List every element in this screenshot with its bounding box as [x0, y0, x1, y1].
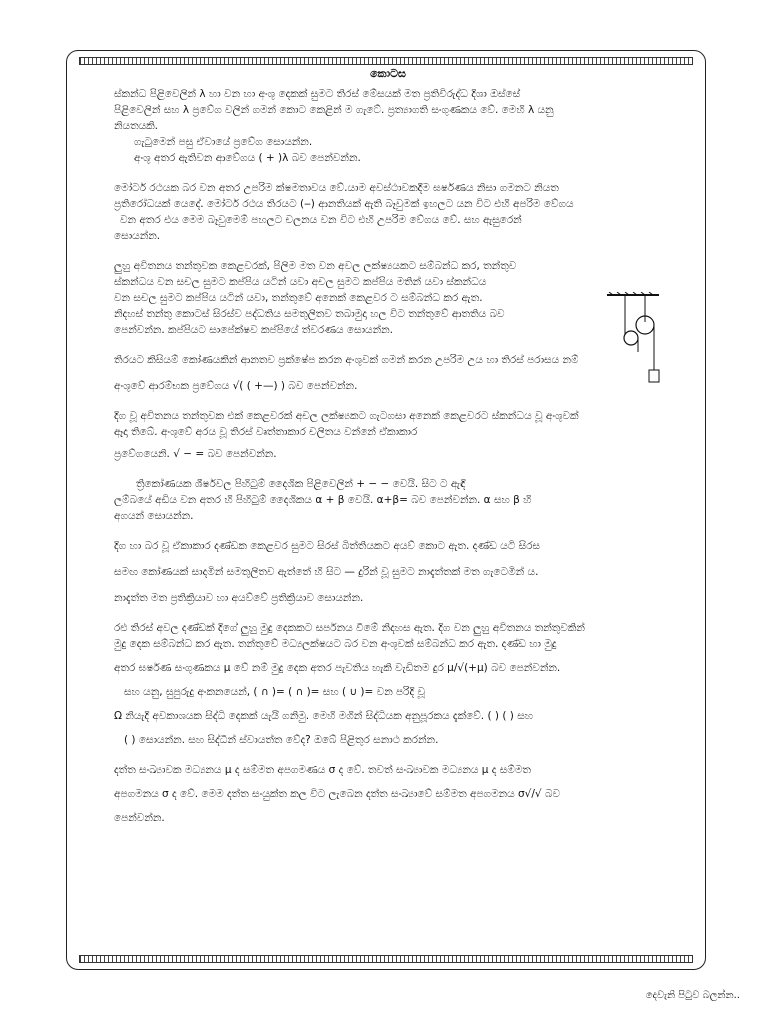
- q1-line-2: පිළිවෙලින් සහ λ ප්‍රවේග වලින් ගමන් කොට කෙළින් ම ගැටේ. ප්‍රත්‍යාගති සංගුණකය වේ. මෙහි λ යනු: [114, 104, 554, 116]
- q5-line-3: ප්‍රවේගයෙනි. √ − = බව පෙන්වන්න.: [114, 448, 277, 460]
- q3-line-4: නිදහස් තන්තු කොටස් සිරස්ව පද්ධතිය සමතුලිතව තබාමුදා හල විට තන්තුවේ ආතතිය බව: [114, 308, 505, 320]
- question-7: [114, 538, 662, 606]
- question-10: [114, 762, 662, 826]
- document-body: [114, 66, 662, 826]
- q7-line-1: දිග හා බර වූ ඒකාකාර දණ්ඩක කෙළවර සුමට සිරස් බිත්තියකට අයව් කොට ඇත. දණ්ඩ යටි සිරස: [114, 540, 541, 552]
- q2-line-1: මෝටර් රථයක බර වන අතර උපරිම ක්ෂමතාවය වේ.යාම අවස්ථාවකදීම ඝර්ෂණය නිසා ගමනට නියත: [114, 182, 559, 194]
- q3-line-5: පෙන්වන්න. කප්පියට සාපේක්ෂව කප්පියේ ත්වරණය සොයන්න.: [114, 324, 393, 336]
- q9-line-2: Ω නියැදි අවකාශයක සිද්ධි දෙකක් යැයි ගනිමු. මෙහි මගින් සිද්ධියක අනුපූරකය දැක්වේ. ( ) ( ) සහ: [114, 710, 534, 722]
- question-6: [114, 476, 662, 524]
- footer-next-page-note: දෙවැනි පිටුව බලන්න..: [645, 990, 740, 1001]
- q6-line-1: ත්‍රිකෝණයක ශීර්ෂවල පිහිටුම් දෛශික පිළිවෙලින් + − − වෙයි. සිට ට ඇඳි: [136, 478, 466, 490]
- question-9: [114, 684, 662, 748]
- q6-line-2: ලම්බයේ අඩිය වන අතර හි පිහිටුම් දෛශිකය α + β වෙයි. α+β= බව පෙන්වන්න. α සහ β හි: [114, 494, 532, 506]
- q1-line-3: නියතයකි.: [114, 120, 159, 132]
- question-8: [114, 620, 662, 676]
- q10-line-1: දත්ත සංඛ්‍යාවක මධ්‍යනය μ ද සම්මත අපගමණය σ ද වේ. තවත් සංඛ්‍යාවක මධ්‍යනය μ ද සම්මත: [114, 764, 531, 776]
- q9-line-3: ( ) සොයන්න. සහ සිද්ධීන් ස්වායත්ත වේද? ඔබේ පිළිතුර සනාථ කරන්න.: [124, 734, 439, 746]
- question-4: [114, 352, 662, 394]
- q8-line-1: රළු තිරස් අවල දණ්ඩක් දිගේ ලුහු මුදු දෙකකට සර්පනය වීමේ නිදහස ඇත. දිග වන ලුහු අවිතනය තන්තුවකින්: [114, 622, 585, 634]
- question-2: [114, 180, 662, 244]
- q3-line-2: ස්කන්ධය වන සචල සුමට කප්පිය යටින් යවා අචල සුමට කප්පිය මතින් යවා ස්කන්ධය: [114, 276, 487, 288]
- q10-line-2: අපගමනය σ ද වේ. මෙම දත්ත සංයුක්ත කල විට ලැබෙන දත්ත සංඛ්‍යාවේ සම්මත අපගමනය σ√/√ බව: [114, 788, 560, 800]
- q1-line-4: ගැටුමෙන් පසු ඒවායේ ප්‍රවේග සොයන්න.: [134, 136, 313, 148]
- q6-line-3: අගයන් සොයන්න.: [114, 510, 194, 522]
- section-title: කොටස: [370, 67, 406, 80]
- question-1: [114, 86, 662, 166]
- q4-line-2: අංශුවේ ආරම්භක ප්‍රවේගය √( ( +—) ) බව පෙන්වන්න.: [114, 380, 358, 392]
- q7-line-3: නාදැත්ත මත ප්‍රතික්‍රියාව හා අයව්වේ ප්‍රතික්‍රියාව සොයන්න.: [114, 592, 364, 604]
- q3-line-1: ලුහු අවිතනය තන්තුවක කෙළවරක්, පිලිම මත වන අවල ලක්ෂ්‍යයකට සම්බන්ධ කර, තන්තුව: [114, 260, 517, 272]
- q2-line-3: වන අතර එය මෙම බෑවුමෙම් පහලට චලනය වන විට එහි උපරිම වේගය වේ. සහ ඇසුරෙන්: [120, 214, 522, 226]
- q8-line-2: මුදු දෙක සම්බන්ධ කර ඇත. තන්තුවේ මධ්‍යලක්ෂයට බර වන අංශුවක් සම්බන්ධ කර ඇත. දණ්ඩ හා මුදු: [114, 638, 557, 650]
- q9-line-1: සහ යනු, සුපුරුදු අංකනයෙන්, ( ∩ )= ( ∩ )= සහ ( ∪ )= වන පරිදි වූ: [124, 686, 426, 698]
- bottom-hatch-border: [79, 955, 693, 963]
- q4-line-1: තිරයට කිසියම් කෝණයකින් ආනතව ප්‍රක්ෂේප කරන අංශුවක් ගමන් කරන උපරිම උය හා තිරස් පරාසය නම්: [114, 354, 579, 366]
- q5-line-1: දිග වූ අවිතනය තන්තුවක එක් කෙළවරක් අචල ලක්ෂ්‍යකට ගැටගසා අනෙක් කෙළවරට ස්කන්ධය වූ අංශුවක්: [114, 410, 579, 422]
- q1-line-1: ස්කන්ධ පිළිවෙලින් λ හා වන හා අංශු දෙකක් සුමට තිරස් මේසයක් මත ප්‍රතිවිරුද්ධ දිශා ඔස්සේ: [114, 88, 521, 100]
- q8-line-3: අතර ඝර්ෂණ සංගුණකය μ වේ නම් මුදු දෙක අතර පැවතිය හැකි වැඩිතම දුර μ/√(+μ) බව පෙන්වන්න.: [114, 662, 561, 674]
- q1-line-5: අංශු අතර ඇතිවන ආවේගය ( + )λ බව පෙන්වන්න.: [134, 152, 361, 164]
- q10-line-3: පෙන්වන්න.: [114, 812, 165, 824]
- top-hatch-border: [79, 57, 693, 65]
- q5-line-2: ඈදා තිබේ. අංශුවේ අරය වූ තිරස් වෘත්තාකාර චලිතය වන්නේ ඒකාකාර: [114, 426, 418, 438]
- question-5: [114, 408, 662, 462]
- q3-line-3: වන සචල සුමට කප්පිය යටින් යවා, තන්තුවේ අනෙක් කෙළවර ට සම්බන්ධ කර ඇත.: [114, 292, 483, 304]
- q2-line-2: ප්‍රතිරෝධයක් යෙදේ. මෝටර් රථය තිරයට (‒) ආනතියක් ඇති බෑවුමක් ඉහලට යන විට එහි අපරිම වේගය: [114, 198, 574, 210]
- question-3: [114, 258, 594, 338]
- q2-line-4: සොයන්න.: [114, 230, 161, 242]
- q7-line-2: සමඟ කෝණයක් සාදමින් සමතුලිතව ඇත්තේ හි සිට — දුරින් වූ සුමට නාදැත්තක් මත ගැටෙමින් ය.: [114, 566, 539, 578]
